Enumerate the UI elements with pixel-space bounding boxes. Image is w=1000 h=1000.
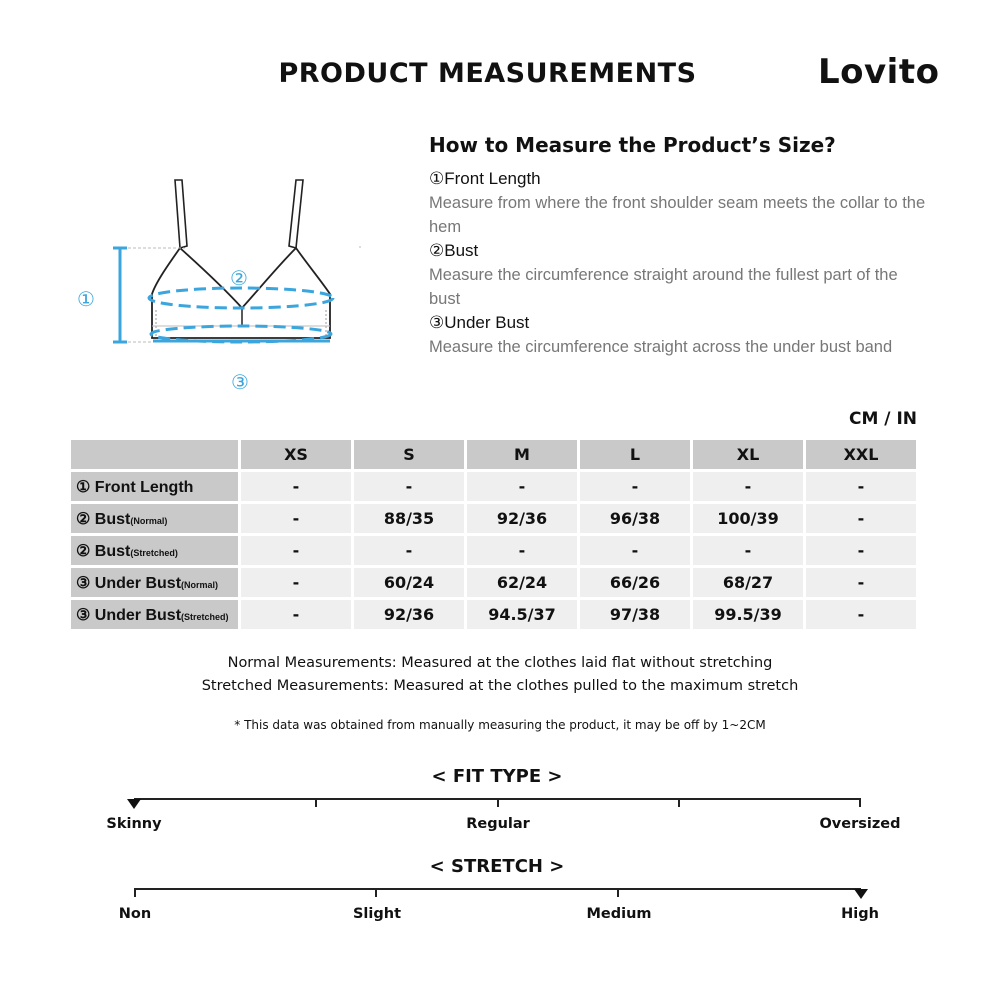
- stretch-title: < STRETCH >: [429, 856, 565, 877]
- table-cell: 60/24: [354, 568, 464, 597]
- size-header: L: [580, 440, 690, 469]
- table-cell: -: [241, 600, 351, 629]
- table-cell: -: [354, 472, 464, 501]
- row-label-qualifier: (Normal): [181, 579, 219, 590]
- table-cell: 97/38: [580, 600, 690, 629]
- fit-label-oversized: Oversized: [819, 816, 901, 832]
- row-label: [71, 472, 238, 501]
- stretch-selected-marker: [854, 889, 868, 899]
- howto-item: [429, 311, 929, 359]
- table-row: [71, 504, 916, 533]
- howto-item-title: ①Front Length: [429, 169, 541, 188]
- table-cell: -: [241, 504, 351, 533]
- table-cell: -: [693, 536, 803, 565]
- table-cell: -: [241, 568, 351, 597]
- stretch-tick: [617, 888, 619, 897]
- table-cell: -: [354, 536, 464, 565]
- table-cell: 99.5/39: [693, 600, 803, 629]
- row-label-qualifier: (Normal): [130, 515, 168, 526]
- table-cell: -: [806, 536, 916, 565]
- size-chart-table: [68, 437, 919, 632]
- table-row: [71, 472, 916, 501]
- stretch-scale-line: [134, 888, 861, 890]
- fit-type-tick: [497, 798, 499, 807]
- fit-type-title: < FIT TYPE >: [431, 766, 563, 787]
- marker-3: ③: [231, 370, 249, 394]
- table-corner-cell: [71, 440, 238, 469]
- stretch-label-high: High: [841, 906, 879, 922]
- measurement-notes: [0, 652, 1000, 698]
- table-cell: -: [806, 504, 916, 533]
- how-to-heading: How to Measure the Product’s Size?: [429, 133, 836, 157]
- marker-1: ①: [77, 287, 95, 311]
- table-row: [71, 568, 916, 597]
- fit-label-regular: Regular: [466, 816, 530, 832]
- table-cell: -: [693, 472, 803, 501]
- stretched-note: Stretched Measurements: Measured at the clothes pulled to the maximum stretch: [201, 678, 799, 694]
- table-cell: -: [806, 600, 916, 629]
- left-strap: [175, 180, 187, 248]
- row-label-text: ② Bust: [76, 510, 131, 528]
- size-header: XL: [693, 440, 803, 469]
- row-label-text: ② Bust: [76, 542, 131, 560]
- marker-2: ②: [230, 266, 248, 290]
- how-to-measure-section: [429, 133, 929, 359]
- fit-type-tick: [315, 798, 317, 807]
- fit-type-tick: [859, 798, 861, 807]
- stretch-label-non: Non: [118, 906, 152, 922]
- page-title: PRODUCT MEASUREMENTS: [278, 58, 697, 89]
- table-cell: 94.5/37: [467, 600, 577, 629]
- row-label-qualifier: (Stretched): [181, 611, 229, 622]
- table-cell: 100/39: [693, 504, 803, 533]
- howto-item-title: ②Bust: [429, 241, 479, 260]
- size-header: S: [354, 440, 464, 469]
- table-cell: 92/36: [354, 600, 464, 629]
- table-cell: 66/26: [580, 568, 690, 597]
- table-cell: -: [241, 472, 351, 501]
- table-cell: 68/27: [693, 568, 803, 597]
- row-label-text: ③ Under Bust: [76, 606, 182, 624]
- table-cell: 88/35: [354, 504, 464, 533]
- row-label-text: ③ Under Bust: [76, 574, 182, 592]
- table-cell: -: [580, 472, 690, 501]
- table-cell: 92/36: [467, 504, 577, 533]
- howto-item-desc: Measure the circumference straight around the fullest part of the bust: [429, 266, 898, 308]
- right-strap: [289, 180, 303, 248]
- size-header: XXL: [806, 440, 916, 469]
- table-cell: -: [806, 568, 916, 597]
- normal-note: Normal Measurements: Measured at the clothes laid flat without stretching: [227, 655, 773, 671]
- row-label: [71, 600, 238, 629]
- stretch-tick: [134, 888, 136, 897]
- row-label-text: ① Front Length: [76, 478, 194, 496]
- row-label: [71, 504, 238, 533]
- table-cell: 96/38: [580, 504, 690, 533]
- table-cell: -: [467, 536, 577, 565]
- howto-item: [429, 239, 929, 311]
- stretch-label-slight: Slight: [352, 906, 402, 922]
- table-cell: -: [580, 536, 690, 565]
- fit-type-tick: [678, 798, 680, 807]
- table-row: [71, 600, 916, 629]
- table-cell: 62/24: [467, 568, 577, 597]
- fit-type-selected-marker: [127, 799, 141, 809]
- row-label-qualifier: (Stretched): [130, 547, 178, 558]
- bra-cups: [152, 248, 330, 338]
- row-label: [71, 536, 238, 565]
- size-header: M: [467, 440, 577, 469]
- table-cell: -: [806, 472, 916, 501]
- stretch-label-medium: Medium: [586, 906, 652, 922]
- row-label: [71, 568, 238, 597]
- brand-logo: Lovito: [818, 52, 940, 92]
- size-header: XS: [241, 440, 351, 469]
- table-cell: -: [241, 536, 351, 565]
- unit-label: CM / IN: [849, 409, 917, 429]
- table-header-row: [71, 440, 916, 469]
- table-cell: -: [467, 472, 577, 501]
- howto-item-desc: Measure from where the front shoulder seam meets the collar to the hem: [429, 194, 926, 236]
- howto-item-desc: Measure the circumference straight across the under bust band: [429, 338, 893, 356]
- disclaimer: * This data was obtained from manually measuring the product, it may be off by 1~2CM: [234, 718, 766, 732]
- stretch-tick: [375, 888, 377, 897]
- table-row: [71, 536, 916, 565]
- fit-label-skinny: Skinny: [106, 816, 162, 832]
- howto-item: [429, 167, 929, 239]
- howto-item-title: ③Under Bust: [429, 313, 530, 332]
- bra-measurement-diagram: [60, 170, 380, 400]
